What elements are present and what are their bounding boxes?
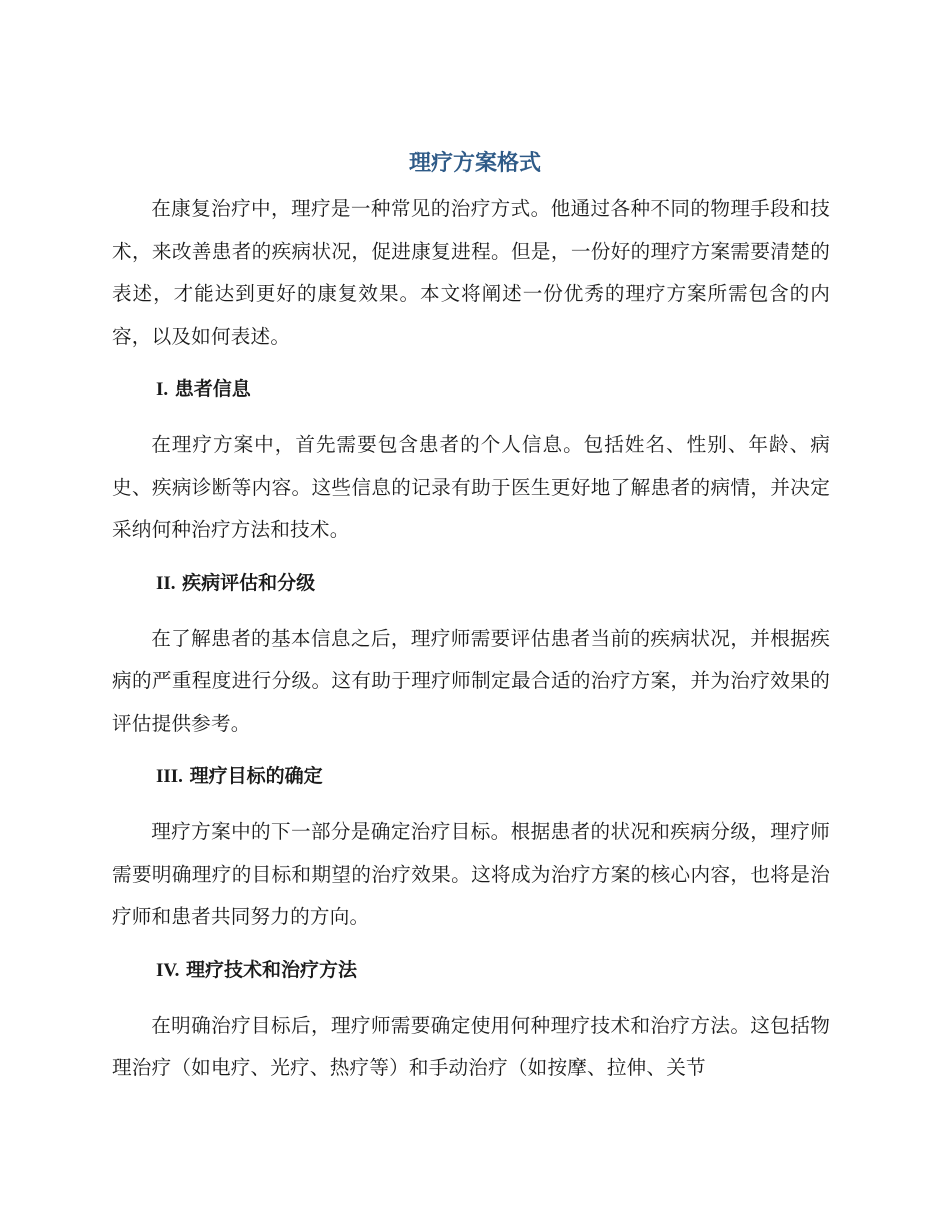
section-title-1: 患者信息: [174, 378, 251, 400]
section-paragraph-4: 在明确治疗目标后，理疗师需要确定使用何种理疗技术和治疗方法。这包括物理治疗（如电疗、光疗、热疗等）和手动治疗（如按摩、拉伸、关节: [112, 1013, 830, 1079]
section-number-1: I.: [156, 379, 169, 400]
intro-paragraph: 在康复治疗中，理疗是一种常见的治疗方式。他通过各种不同的物理手段和技术，来改善患者的疾病状况，促进康复进程。但是，一份好的理疗方案需要清楚的表述，才能达到更好的康复效果。本文将阐述一份优秀的理疗方案所需包含的内容，以及如何表述。: [112, 197, 830, 348]
section-number-4: IV.: [156, 959, 180, 981]
document-body: [112, 188, 830, 1090]
section-title-4: 理疗技术和治疗方法: [186, 958, 358, 981]
section-heading-2: [112, 565, 830, 602]
section-paragraph-2: 在了解患者的基本信息之后，理疗师需要评估患者当前的疾病状况，并根据疾病的严重程度进行分级。这有助于理疗师制定最合适的治疗方案，并为治疗效果的评估提供参考。: [112, 626, 830, 735]
document-title: 理疗方案格式: [408, 151, 541, 176]
section-paragraph-3: 理疗方案中的下一部分是确定治疗目标。根据患者的状况和疾病分级，理疗师需要明确理疗的目标和期望的治疗效果。这将成为治疗方案的核心内容，也将是治疗师和患者共同努力的方向。: [112, 820, 830, 928]
section-heading-4: [112, 952, 830, 989]
section-paragraph-1: 在理疗方案中，首先需要包含患者的个人信息。包括姓名、性别、年龄、病史、疾病诊断等内容。这些信息的记录有助于医生更好地了解患者的病情，并决定采纳何种治疗方法和技术。: [112, 433, 830, 541]
section-title-2: 疾病评估和分级: [182, 571, 316, 594]
section-number-3: III.: [156, 766, 183, 787]
section-number-2: II.: [156, 572, 176, 594]
section-heading-1: [112, 371, 830, 408]
section-title-3: 理疗目标的确定: [189, 765, 323, 787]
section-heading-3: [112, 758, 830, 795]
